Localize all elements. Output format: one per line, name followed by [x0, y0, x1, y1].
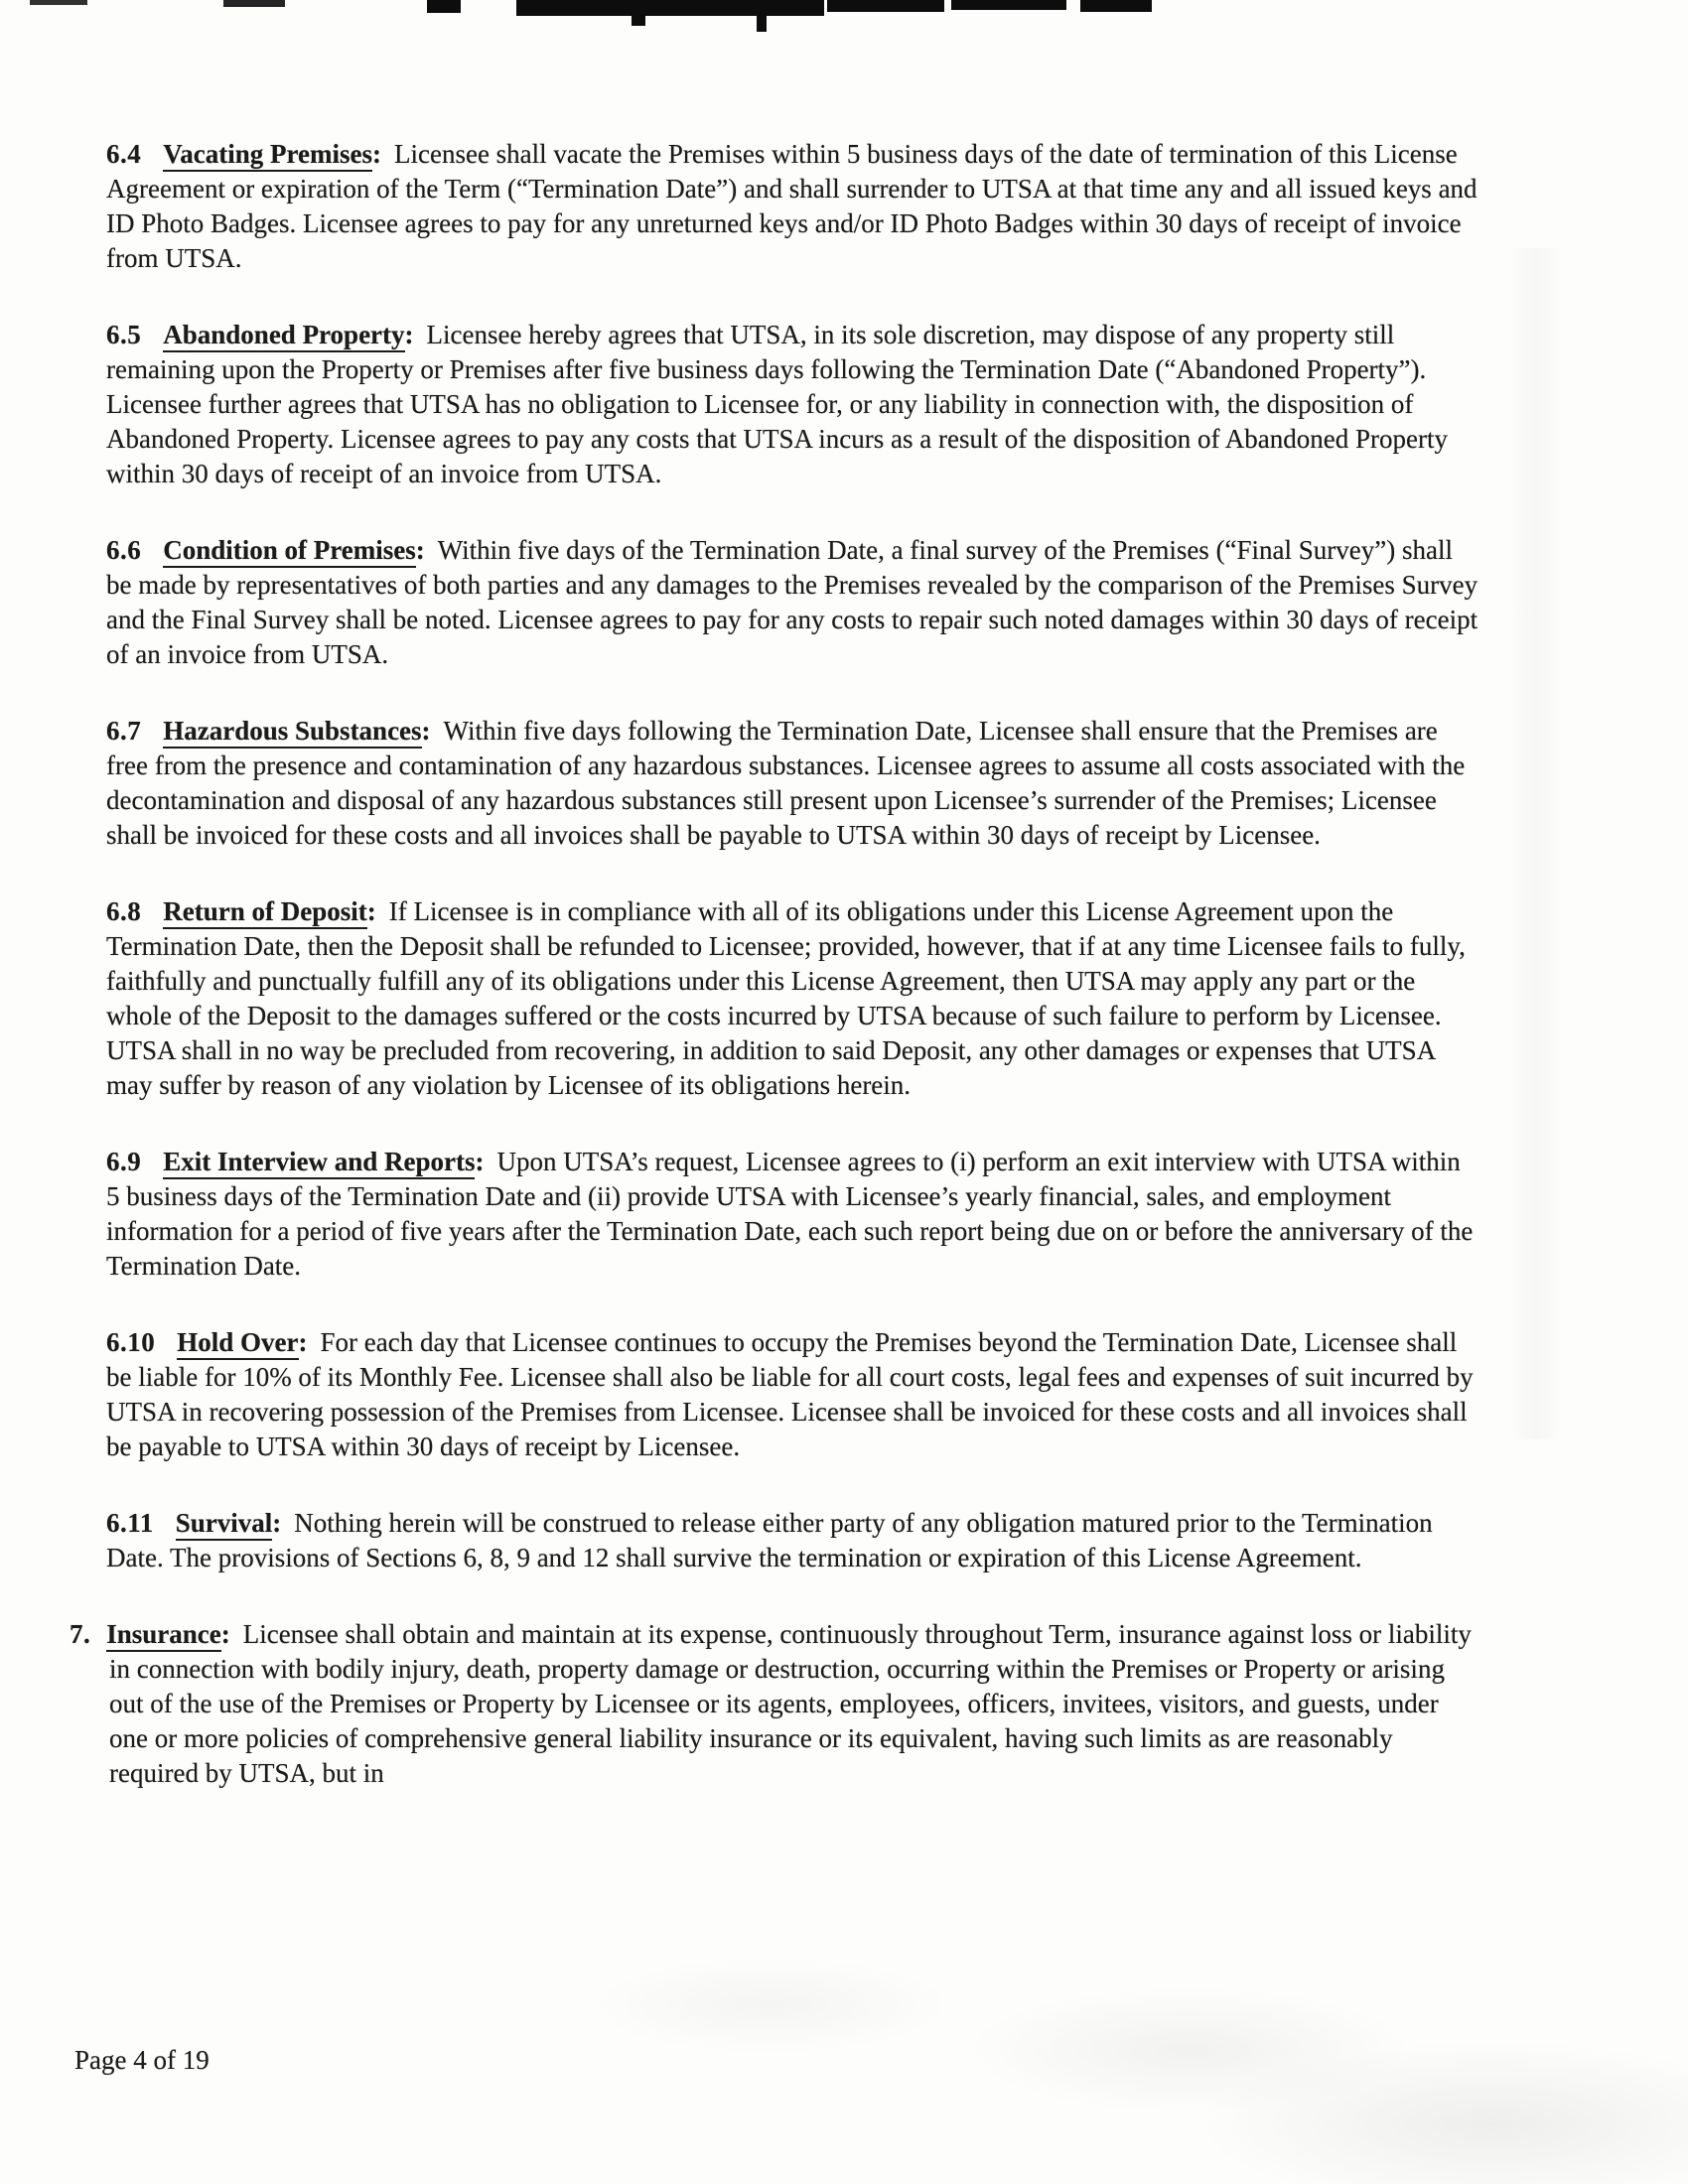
section-body-text: If Licensee is in compliance with all of its obligations under this License Agreement upon the Termination Date, then the Deposit shall be refunded to Licensee; provided, however, that if at any time Licensee fails to fully, faithfully and punctually fulfill any of its obligations under this License Agreement, then UTSA may apply any part or the whole of the Deposit to the damages suffered or the costs incurred by UTSA because of such failure to perform by Licensee. UTSA shall in no way be precluded from recovering, in addition to said Deposit, any other damages or expenses that UTSA may suffer by reason of any violation by Licensee of its obligations herein.	[106, 896, 1466, 1100]
scan-artifact-segment	[427, 0, 461, 13]
section-number: 6.6	[106, 535, 142, 565]
section-title-colon: :	[220, 1619, 230, 1649]
section-number: 6.8	[106, 896, 142, 926]
section-6-10-hold-over	[106, 1325, 1479, 1464]
section-title-colon: :	[475, 1147, 485, 1176]
page-number-label: Page 4 of 19	[74, 2045, 210, 2075]
section-number: 6.10	[106, 1327, 156, 1357]
section-title: Vacating Premises	[163, 139, 372, 172]
section-body-text: For each day that Licensee continues to occupy the Premises beyond the Termination Date, Licensee shall be liable for 10% of its Monthly Fee. Licensee shall also be liable for all court costs, legal fees and expenses of suit incurred by UTSA in recovering possession of the Premises from Licensee. Licensee shall be invoiced for these costs and all invoices shall be payable to UTSA within 30 days of receipt by Licensee.	[106, 1327, 1474, 1461]
section-title: Return of Deposit	[163, 896, 366, 929]
section-title-colon: :	[272, 1508, 282, 1538]
section-6-5-abandoned-property	[106, 318, 1479, 491]
scan-artifact-top-bar	[0, 0, 1688, 34]
scan-artifact-segment	[223, 0, 285, 7]
section-number: 6.9	[106, 1147, 142, 1176]
section-title: Hazardous Substances	[163, 716, 421, 749]
section-number: 6.4	[106, 139, 142, 169]
section-number: 6.11	[106, 1508, 154, 1538]
section-body-text: Nothing herein will be construed to release either party of any obligation matured prior to the Termination Date. The provisions of Sections 6, 8, 9 and 12 shall survive the termination or expiration of this License Agreement.	[106, 1508, 1433, 1572]
section-6-11-survival	[106, 1506, 1479, 1575]
section-title-colon: :	[404, 320, 414, 349]
scan-artifact-segment	[30, 0, 87, 5]
scan-artifact-segment	[1080, 0, 1152, 12]
page-footer	[74, 2043, 210, 2078]
scan-artifact-segment	[951, 0, 1066, 10]
section-title-colon: :	[421, 716, 431, 746]
section-body-text: Within five days of the Termination Date, a final survey of the Premises (“Final Survey”) shall be made by representatives of both parties and any damages to the Premises revealed by the comparison of the Premises Survey and the Final Survey shall be noted. Licensee agrees to pay for any costs to repair such noted damages within 30 days of receipt of an invoice from UTSA.	[106, 535, 1478, 669]
scan-artifact-segment	[757, 0, 767, 32]
section-6-9-exit-interview-and-reports	[106, 1145, 1479, 1284]
section-number: 6.7	[106, 716, 142, 746]
section-body-text: Licensee hereby agrees that UTSA, in its sole discretion, may dispose of any property still remaining upon the Property or Premises after five business days following the Termination Date (“Abandoned Property”). Licensee further agrees that UTSA has no obligation to Licensee for, or any liability in connection with, the disposition of Abandoned Property. Licensee agrees to pay any costs that UTSA incurs as a result of the disposition of Abandoned Property within 30 days of receipt of an invoice from UTSA.	[106, 320, 1448, 488]
section-6-7-hazardous-substances	[106, 714, 1479, 853]
section-title: Hold Over	[177, 1327, 298, 1360]
section-title-colon: :	[298, 1327, 308, 1357]
document-body	[70, 137, 1479, 1791]
section-number: 7.	[70, 1619, 91, 1649]
section-title: Condition of Premises	[163, 535, 416, 568]
section-title-colon: :	[366, 896, 376, 926]
section-number: 6.5	[106, 320, 142, 349]
section-title-colon: :	[371, 139, 381, 169]
scan-noise-bottom	[377, 1886, 1688, 2184]
section-7-insurance	[70, 1617, 1479, 1791]
section-body-text: Licensee shall vacate the Premises within 5 business days of the date of termination of this License Agreement or expiration of the Term (“Termination Date”) and shall surrender to UTSA at that time any and all issued keys and ID Photo Badges. Licensee agrees to pay for any unreturned keys and/or ID Photo Badges within 30 days of receipt of invoice from UTSA.	[106, 139, 1477, 273]
scan-artifact-segment	[516, 0, 824, 16]
scan-artifact-segment	[632, 0, 645, 26]
section-6-6-condition-of-premises	[106, 533, 1479, 672]
section-title-colon: :	[415, 535, 425, 565]
section-6-8-return-of-deposit	[106, 894, 1479, 1103]
section-title: Abandoned Property	[163, 320, 404, 352]
section-title: Survival	[176, 1508, 273, 1541]
scan-artifact-segment	[827, 0, 944, 12]
section-title: Exit Interview and Reports	[163, 1147, 475, 1179]
section-title: Insurance	[106, 1619, 221, 1652]
scan-noise-right-edge	[1509, 248, 1569, 1439]
section-body-text: Within five days following the Termination Date, Licensee shall ensure that the Premises are free from the presence and contamination of any hazardous substances. Licensee agrees to assume all costs associated with the decontamination and disposal of any hazardous substances still present upon Licensee’s surrender of the Premises; Licensee shall be invoiced for these costs and all invoices shall be payable to UTSA within 30 days of receipt by Licensee.	[106, 716, 1466, 850]
section-6-4-vacating-premises	[106, 137, 1479, 276]
section-body-text: Upon UTSA’s request, Licensee agrees to (i) perform an exit interview with UTSA within 5 business days of the Termination Date and (ii) provide UTSA with Licensee’s yearly financial, sales, and employment information for a period of five years after the Termination Date, each such report being due on or before the anniversary of the Termination Date.	[106, 1147, 1474, 1281]
section-body-text: Licensee shall obtain and maintain at its expense, continuously throughout Term, insurance against loss or liability in connection with bodily injury, death, property damage or destruction, occurring within the Premises or Property or arising out of the use of the Premises or Property by Licensee or its agents, employees, officers, invitees, visitors, and guests, under one or more policies of comprehensive general liability insurance or its equivalent, having such limits as are reasonably required by UTSA, but in	[109, 1619, 1472, 1788]
